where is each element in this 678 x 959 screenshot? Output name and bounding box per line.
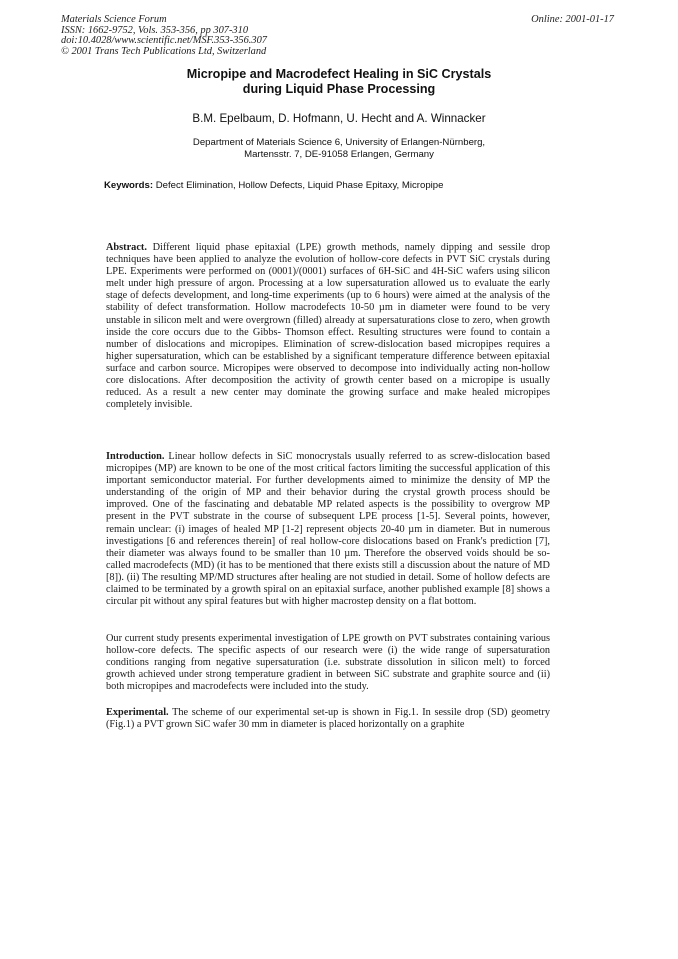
experimental-label: Experimental. xyxy=(106,707,169,718)
abstract-text: Different liquid phase epitaxial (LPE) growth methods, namely dipping and sessile drop techniques have been applied to analyze the evolution of hollow-core defects in PVT SiC crystals during LPE. Experiments were performed on (0001)/(0001) surfaces of 6H-SiC and 4H-SiC wafers using silicon melt under high pressure of argon. Processing at a low supersaturation allowed us to evaluate the early stage of defects development, and long-time experiments (up to 6 hours) were aimed at the analysis of the stability of defect transformation. Hollow macrodefects 10-50 µm in diameter were found to be very unstable in silicon melt and were overgrown (filled) already at supersaturations close to zero, when growth inside the core occurs due to the Gibbs- Thomson effect. Resulting structures were found to contain a number of dislocations and micropipes. Elimination of screw-dislocation based micropipes requires a higher supersaturation, which can be established by a significant temperature difference between epitaxial surface and carbon source. Micropipes were observed to decompose into individually acting non-hollow core dislocations. After decomposition the activity of growth center based on a micropipe is usually reduced. As a result a new center may dominate the growing surface and make healed micropipes completely invisible. xyxy=(106,242,550,411)
keywords xyxy=(104,180,584,192)
copyright-line: © 2001 Trans Tech Publications Ltd, Switzerland xyxy=(61,45,267,57)
experimental-paragraph xyxy=(106,707,550,731)
affiliation-line-1: Department of Materials Science 6, University of Erlangen-Nürnberg, xyxy=(192,137,486,148)
author-list: B.M. Epelbaum, D. Hofmann, U. Hecht and A. Winnacker xyxy=(192,112,486,125)
issn-line: ISSN: 1662-9752, Vols. 353-356, pp 307-310 xyxy=(61,24,249,36)
abstract-paragraph xyxy=(106,242,550,411)
study-paragraph: Our current study presents experimental investigation of LPE growth on PVT substrates containing various hollow-core defects. The specific aspects of our research were (i) the wide range of supersaturation conditions ranging from negative supersaturation (i.e. substrate dissolution in silicon melt) to forced growth achieved under strong temperature gradient in between SiC substrate and graphite source and (ii) both micropipes and macrodefects were included into the study. xyxy=(106,633,550,693)
keywords-label: Keywords: xyxy=(104,180,154,191)
affiliation-line-2: Martensstr. 7, DE-91058 Erlangen, Germany xyxy=(244,149,434,160)
paper-title xyxy=(60,67,618,97)
experimental-text: The scheme of our experimental set-up is shown in Fig.1. In sessile drop (SD) geometry (Fig.1) a PVT grown SiC wafer 30 mm in diameter is placed horizontally on a graphite xyxy=(106,707,550,731)
journal-header xyxy=(61,15,461,57)
keywords-text: Defect Elimination, Hollow Defects, Liquid Phase Epitaxy, Micropipe xyxy=(153,180,444,191)
doi-link[interactable]: doi:10.4028/www.scientific.net/MSF.353-356.307 xyxy=(61,35,267,47)
introduction-paragraph xyxy=(106,451,550,608)
introduction-text: Linear hollow defects in SiC monocrystals usually referred to as screw-dislocation based micropipes (MP) are known to be one of the most critical factors limiting the successful application of this important semiconductor material. For further developments aimed to minimize the density of MP the understanding of the origin of MP and their behavior during the crystal growth process should be improved. One of the fascinating and debatable MP related aspects is the possibility to overgrow MP present in the PVT substrate in the course of subsequent LPE process [1-5]. Several points, however, remain unclear: (i) images of healed MP [1-2] represent objects 20-40 µm in diameter. But in numerous investigations [6 and references therein] of real hollow-core dislocations based on Frank's prediction [7], their diameter was always found to be smaller than 10 µm. Therefore the observed voids should be so-called macrodefects (MD) (it has to be mentioned that there exists still a discussion about the nature of MD [8]). (ii) The resulting MP/MD structures after healing are not studied in detail. Some of hollow defects are claimed to be terminated by a growth spiral on an epitaxial surface, another published example [8] shows a circular pit without any spiral features but with higher macrostep density on a flat bottom. xyxy=(106,451,550,608)
abstract-label: Abstract. xyxy=(106,242,147,253)
journal-name: Materials Science Forum xyxy=(61,14,167,25)
title-line-2: during Liquid Phase Processing xyxy=(242,82,436,96)
affiliation xyxy=(60,137,618,161)
title-line-1: Micropipe and Macrodefect Healing in SiC Crystals xyxy=(186,67,492,81)
online-date: Online: 2001-01-17 xyxy=(531,14,614,25)
introduction-label: Introduction. xyxy=(106,451,165,462)
